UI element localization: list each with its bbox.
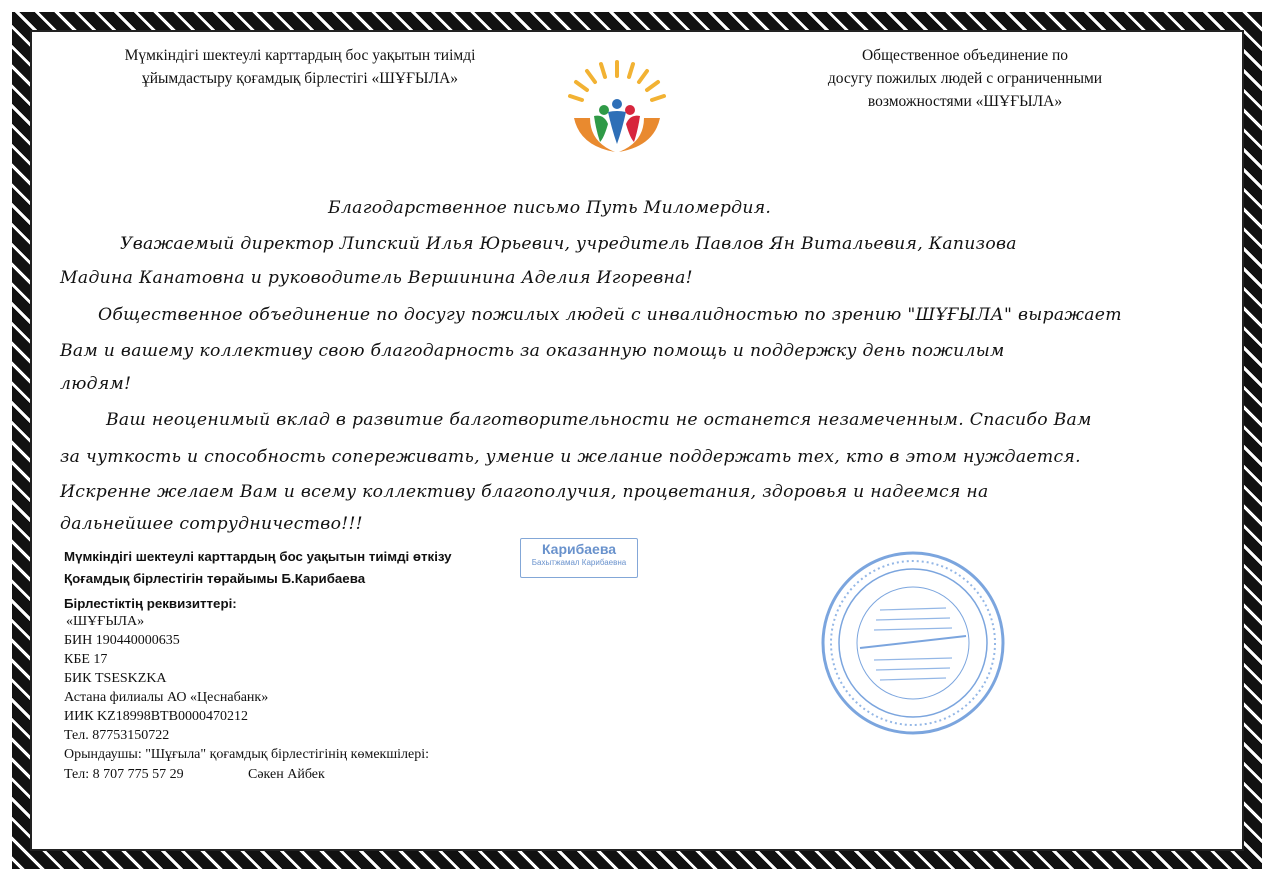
requisites-title: Бірлестіктің реквизиттері: (64, 596, 237, 611)
executor-name: Сәкен Айбек (248, 767, 325, 782)
shugyla-logo-icon (560, 58, 674, 158)
requisite-line: Астана филиалы АО «Цеснабанк» (64, 690, 269, 705)
requisite-line: ИИК KZ18998BTB0000470212 (64, 709, 248, 724)
header-left (70, 44, 530, 90)
requisite-line: Тел. 87753150722 (64, 728, 170, 743)
signatory-org: Мүмкіндігі шектеулі карттардың бос уақытын тиімді өткізу (64, 549, 452, 564)
letter-line: Вам и вашему коллективу свою благодарность за оказанную помощь и поддержку день пожилым (60, 341, 1005, 361)
requisite-line: КБЕ 17 (64, 652, 108, 667)
letter-line: Общественное объединение по досугу пожилых людей с инвалидностью по зрению "ШҰҒЫЛА" выражает (98, 305, 1122, 325)
letter-line: Уважаемый директор Липский Илья Юрьевич, учредитель Павлов Ян Витальевия, Капизова (120, 234, 1017, 254)
letter-line: дальнейшее сотрудничество!!! (60, 514, 363, 534)
letter-title: Благодарственное письмо Путь Миломердия. (328, 198, 772, 218)
header-left-line: ұйымдастыру қоғамдық бірлестігі «ШҰҒЫЛА» (141, 70, 459, 87)
letter-line: Мадина Канатовна и руководитель Вершинина Аделия Игоревна! (60, 268, 693, 288)
header-right-line: Общественное объединение по (861, 47, 1068, 64)
requisite-line: БИН 190440000635 (64, 633, 180, 648)
signatory-name: Қоғамдық бірлестігін төрайымы Б.Карибаева (64, 571, 366, 586)
header-right-line: возможностями «ШҰҒЫЛА» (867, 93, 1063, 110)
official-seal-icon (818, 548, 1008, 738)
header-left-line: Мүмкіндігі шектеулі карттардың бос уақытын тиімді (124, 47, 476, 64)
requisite-line: «ШҰҒЫЛА» (66, 614, 145, 629)
requisite-line: Орындаушы: "Шұғыла" қоғамдық бірлестігінің көмекшілері: (64, 747, 429, 762)
name-stamp-sub: Бахытжамал Карибаевна (531, 558, 627, 567)
letter-line: людям! (60, 374, 132, 394)
requisite-line: Тел: 8 707 775 57 29 (64, 767, 184, 782)
name-stamp-name: Карибаева (541, 541, 617, 557)
name-stamp (520, 538, 638, 578)
letter-line: Ваш неоценимый вклад в развитие балготворительности не останется незамеченным. Спасибо Вам (106, 410, 1092, 430)
letter-line: за чуткость и способность сопереживать, умение и желание поддержать тех, кто в этом нуждается. (60, 447, 1081, 467)
header-right (760, 44, 1170, 113)
header-right-line: досугу пожилых людей с ограниченными (827, 70, 1103, 87)
requisite-line: БИК TSESKZKA (64, 671, 167, 686)
letter-line: Искренне желаем Вам и всему коллективу благополучия, процветания, здоровья и надеемся на (60, 482, 989, 502)
